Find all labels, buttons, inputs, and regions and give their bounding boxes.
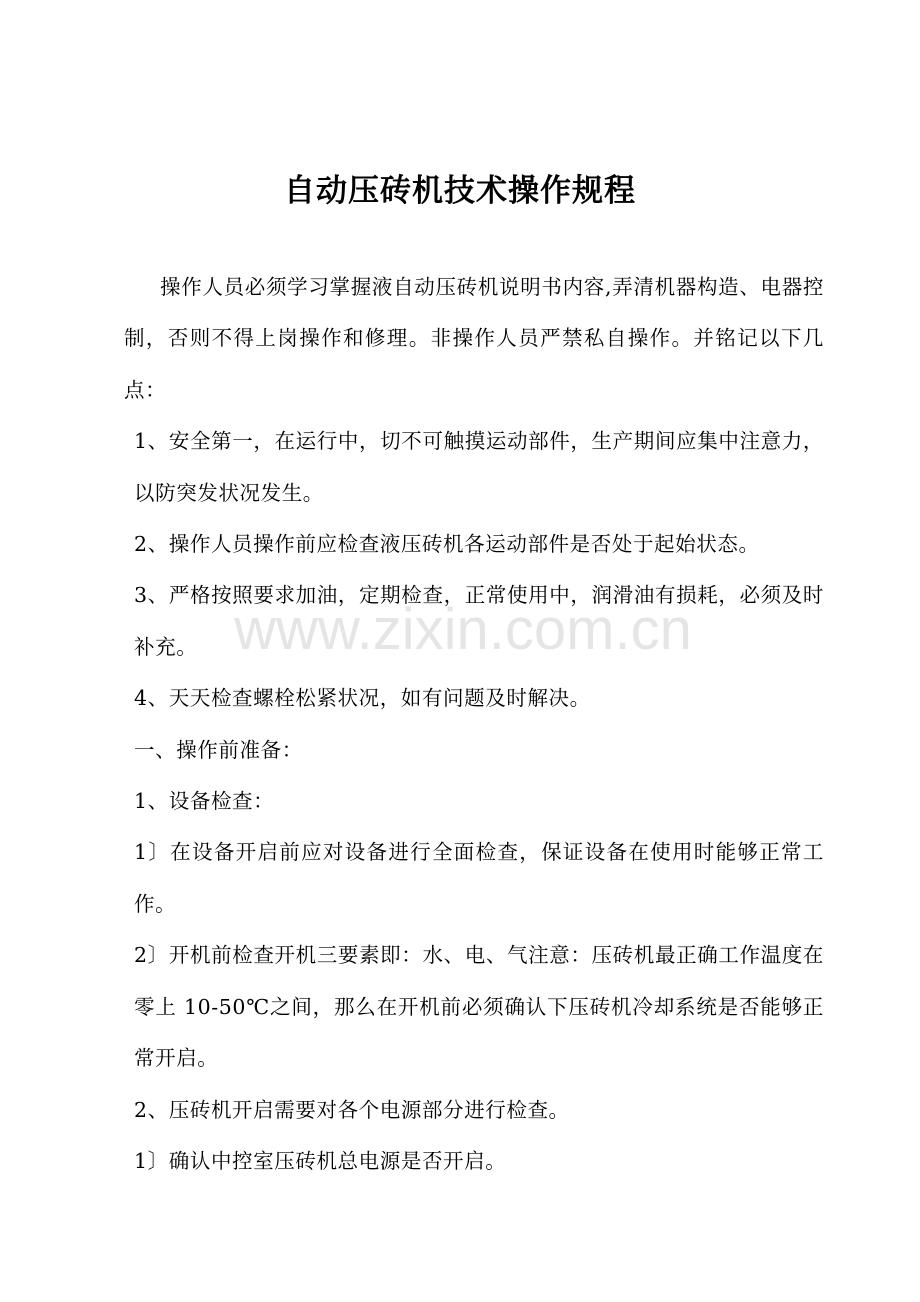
rule-item-3: 3、严格按照要求加油，定期检查，正常使用中，润滑油有损耗，必须及时补充。 [134,583,824,659]
watermark-text: www.zixin.com.cn [234,597,692,662]
power-check-item-1: 1〕确认中控室压砖机总电源是否开启。 [134,1148,507,1173]
check-item-1: 1〕在设备开启前应对设备进行全面检查，保证设备在使用时能够正常工作。 [134,840,824,916]
document-body [124,262,824,1187]
rule-item-1: 1、安全第一，在运行中，切不可触摸运动部件，生产期间应集中注意力，以防突发状况发生。 [134,429,824,505]
subsection-heading-equipment-check: 1、设备检查： [134,789,275,814]
document-title: 自动压砖机技术操作规程 [284,173,636,209]
intro-paragraph: 操作人员必须学习掌握液自动压砖机说明书内容,弄清机器构造、电器控制，否则不得上岗操作和修理。非操作人员严禁私自操作。并铭记以下几点： [124,275,824,402]
section-heading-preparation: 一、操作前准备： [134,737,303,762]
rule-item-4: 4、天天检查螺栓松紧状况，如有问题及时解决。 [134,686,591,711]
check-item-2: 2〕开机前检查开机三要素即：水、电、气注意：压砖机最正确工作温度在零上 10-50℃之间，那么在开机前必须确认下压砖机冷却系统是否能够正常开启。 [134,943,824,1071]
subsection-heading-power-check: 2、压砖机开启需要对各个电源部分进行检查。 [134,1097,570,1122]
rule-item-2: 2、操作人员操作前应检查液压砖机各运动部件是否处于起始状态。 [134,532,760,557]
